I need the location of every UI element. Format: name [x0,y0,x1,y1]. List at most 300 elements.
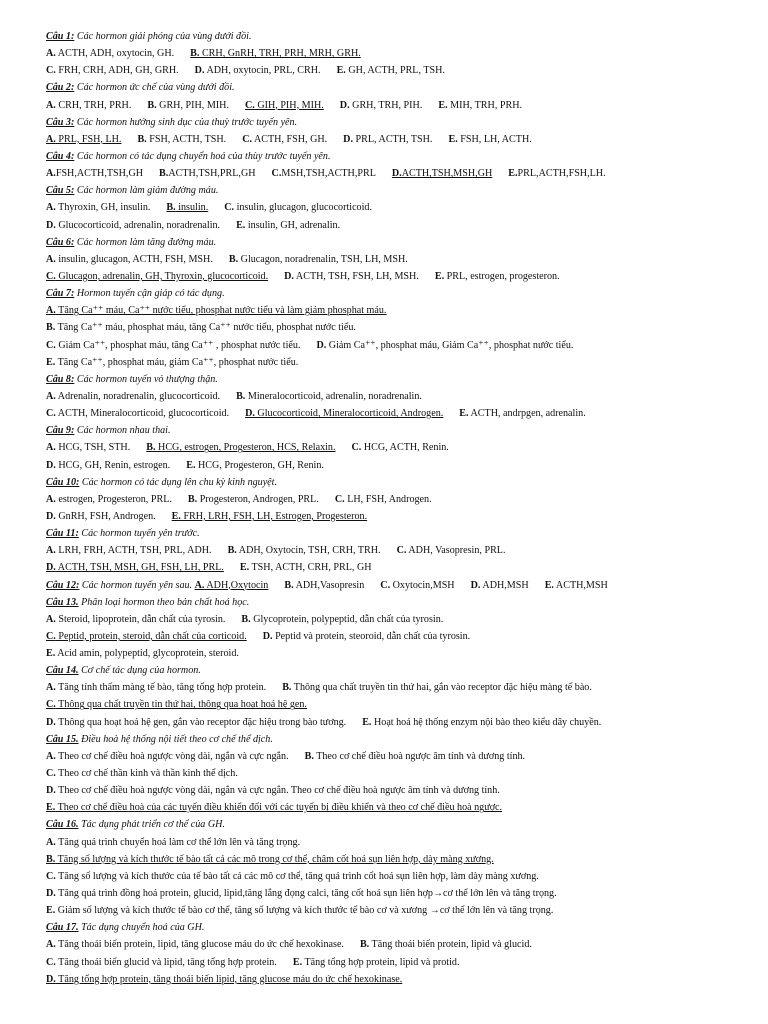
answer-option [46,337,300,354]
answer-line [46,834,744,851]
option-text: Tăng tổng hợp protein, tăng thoái biến lipid, tăng glucose máu do ức chế hexokinase. [55,973,403,985]
answer-line [46,45,744,62]
answer-option [46,45,174,62]
answer-option [435,268,560,285]
answer-option [337,62,445,79]
option-key: C. [244,99,255,111]
answer-option [186,457,324,474]
answer-option [46,217,220,234]
option-text: Tăng thoái biến protein, lipid và glucid. [369,939,532,951]
option-text: Mineralocorticoid, adrenalin, noradrenalin. [245,390,422,402]
option-key: B. [137,133,147,145]
option-key: C. [396,545,407,557]
answer-line [46,679,744,696]
question-line [46,919,744,936]
answer-line [46,457,744,474]
option-key: B. [159,168,169,180]
option-text: insulin, glucagon, ACTH, FSH, MSH. [55,253,213,265]
option-key: E. [239,562,250,574]
answer-line [46,782,744,799]
question-label: Câu 7: [46,288,75,300]
option-text: MSH,TSH,ACTH,PRL [281,168,376,180]
answer-option [293,954,460,971]
question-line [46,79,744,96]
answer-option [448,131,531,148]
answer-option [46,765,238,782]
question-line [46,182,744,199]
option-text: insulin. [175,202,209,214]
option-key: B. [236,390,246,402]
option-text: ACTH, Mineralocorticoid, glucocorticoid. [55,408,230,420]
option-key: C. [46,339,56,351]
question-text: Các hormon có tác dụng lên chu kỳ kinh nguyệt. [79,476,277,488]
option-key: E. [236,219,246,231]
option-text: estrogen, Progesteron, PRL. [55,493,172,505]
option-text: Tăng quá trình chuyển hoá làm cơ thể lớn lên và tăng trọng. [55,836,301,848]
option-text: Theo cơ chế điều hoà ngược vòng dài, ngắn và cực ngắn. [55,750,289,762]
option-text: Glucagon, adrenalin, GH, Thyroxin, glucocorticoid. [55,270,269,282]
option-text: Theo cơ chế thần kinh và thần kinh thể dịch. [55,768,238,780]
answer-option [228,542,381,559]
answer-line [46,165,744,182]
option-key: A. [46,493,56,505]
option-key: A. [46,682,56,694]
option-text: GIH, PIH, MIH. [254,99,324,111]
option-key: D. [46,973,56,985]
answer-line [46,954,744,971]
answer-option [236,217,340,234]
question-text: Các hormon tuyến vỏ thượng thận. [74,373,218,385]
option-text: ADH,MSH [480,579,529,591]
option-key: A. [46,545,56,557]
option-key: A. [46,168,56,180]
answer-option [46,388,220,405]
option-key: A. [46,613,56,625]
answer-option [224,199,372,216]
option-text: ACTH,TSH,PRL,GH [168,168,256,180]
option-text: ACTH, FSH, GH. [252,133,328,145]
option-key: C. [271,168,282,180]
option-text: ADH, Oxytocin, TSH, CRH, TRH. [236,545,381,557]
answer-option-correct [46,559,224,576]
question-line [46,525,744,542]
question-text: Các hormon tuyến yên trước. [78,528,200,540]
option-text: ADH, Vasopresin, PRL. [406,545,506,557]
answer-option [46,936,344,953]
option-key: C. [224,202,235,214]
option-key: D. [470,579,481,591]
option-text: Giảm số lượng và kích thước tế bào cơ thể, tăng số lượng và kích thước tế bào cơ và xương →cơ thể lớn lên và tăng trọng. [55,905,554,917]
answer-option [508,165,605,182]
answer-option-correct [46,971,402,988]
answer-option [46,62,179,79]
answer-option [305,748,525,765]
answer-option [284,577,364,594]
option-key: A. [46,390,56,402]
option-text: Tăng quá trình đồng hoá protein, glucid, lipid,tăng lắng đọng calci, tăng cốt hoá sụn liên hợp→cơ thể lớn lên và tăng trọng. [55,888,557,900]
option-text: TSH, ACTH, CRH, PRL, GH [249,562,372,574]
option-key: A. [46,48,56,60]
answer-line [46,491,744,508]
option-key: E. [544,579,554,591]
answer-line [46,628,744,645]
answer-line [46,971,744,988]
option-key: B. [304,750,314,762]
option-text: Tăng số lượng và kích thước của tế bào tất cả các mô cơ thể, tăng quá trình cốt hoá sụn liên hợp, làm dày màng xương. [55,870,539,882]
option-text: HCG, ACTH, Renin. [361,442,449,454]
answer-option [46,354,298,371]
option-key: D. [343,133,353,145]
answer-option [147,97,229,114]
answer-option-correct [46,131,121,148]
option-key: B. [166,202,176,214]
option-text: LH, FSH, Androgen. [344,493,432,505]
answer-option [438,97,522,114]
answer-line [46,936,744,953]
option-key: B. [359,939,370,951]
answer-option [236,388,422,405]
option-key: D. [46,785,56,797]
option-text: Progesteron, Androgen, PRL. [197,493,319,505]
question-line [46,114,744,131]
question-label: Câu 10: [46,476,80,488]
option-text: Glucocorticoid, Mineralocorticoid, Androgen. [254,408,444,420]
option-key: B. [146,442,156,454]
answer-option-correct [166,199,208,216]
option-text: Theo cơ chế điều hoà ngược vòng dài, ngắn và cực ngắn. Theo cơ chế điều hoà ngược âm tính và dương tính. [55,785,500,797]
question-label: Câu 11: [46,528,79,540]
option-key: C. [46,699,56,711]
question-text: Các hormon giải phóng của vùng dưới đồi. [74,31,252,42]
option-text: ACTH, andrpgen, adrenalin. [468,408,586,420]
option-text: Peptid và protein, steoroid, dẫn chất của tyrosin. [272,630,471,642]
question-text: Tác dụng phát triển cơ thể của GH. [78,819,225,831]
option-text: Steroid, lipoprotein, dẫn chất của tyrosin. [55,613,226,625]
option-text: Glucocorticoid, adrenalin, noradrenalin. [55,219,221,231]
option-key: D. [339,99,350,111]
option-text: FSH, LH, ACTH. [457,133,532,145]
option-key: D. [391,168,402,180]
option-text: MIH, TRH, PRH. [447,99,523,111]
option-text: CRH, GnRH, TRH, PRH, MRH, GRH. [199,48,361,60]
answer-line [46,217,744,234]
option-text: Tăng Ca⁺⁺, phosphat máu, giảm Ca⁺⁺, phosphat nước tiểu. [55,356,299,368]
option-key: D. [46,888,56,900]
answer-line [46,696,744,713]
answer-option [46,508,156,525]
question-text: Cơ chế tác dụng của hormon. [78,665,201,677]
question-text: Các hormon hướng sinh dục của thuỳ trước tuyến yên. [74,116,298,128]
option-text: Thông qua chất truyền tin thứ hai, thông qua hoạt hoá hệ gen. [55,699,307,711]
answer-option [46,885,557,902]
answer-line [46,714,744,731]
answer-option [46,782,500,799]
option-key: D. [46,716,56,728]
option-key: B. [241,613,251,625]
option-key: C. [351,442,362,454]
question-line [46,148,744,165]
question-label: Câu 9: [46,425,75,437]
answer-line [46,508,744,525]
answer-option [46,199,150,216]
option-text: PRL,ACTH,FSH,LH. [517,168,606,180]
answer-option-correct [46,628,247,645]
option-key: B. [187,493,198,505]
option-key: E. [434,270,445,282]
answer-line [46,97,744,114]
option-key: E. [438,99,448,111]
option-text: Tăng thoái biến glucid và lipid, tăng tổng hợp protein. [55,956,277,968]
option-text: Tăng Ca⁺⁺ máu, Ca⁺⁺ nước tiểu, phosphat nước tiểu và làm giảm phosphat máu. [55,305,387,317]
option-key: A. [46,253,56,265]
option-text: Peptid, protein, steroid, dẫn chất của corticoid. [55,630,247,642]
option-text: Glucagon, noradrenalin, TSH, LH, MSH. [238,253,408,265]
answer-line [46,337,744,354]
option-text: insulin, glucagon, glucocorticoid. [234,202,372,214]
question-line [46,28,744,45]
option-key: C. [46,65,56,77]
option-text: LRH, FRH, ACTH, TSH, PRL, ADH. [55,545,212,557]
option-text: GnRH, FSH, Androgen. [55,510,156,522]
answer-line [46,748,744,765]
answer-option [380,577,454,594]
answer-option [46,611,225,628]
question-label: Câu 15. [46,733,79,745]
option-text: FRH, CRH, ADH, GH, GRH. [55,65,179,77]
option-key: A. [46,939,56,951]
option-key: E. [292,956,303,968]
answer-option-correct [245,97,324,114]
answer-line [46,645,744,662]
answer-option [46,954,277,971]
option-text: ACTH, TSH, FSH, LH, MSH. [293,270,419,282]
answer-line [46,199,744,216]
answer-line [46,268,744,285]
question-text: Các hormon làm giảm đường máu. [74,185,219,197]
answer-line [46,885,744,902]
answer-option-correct [46,302,386,319]
option-text: FSH,ACTH,TSH,GH [55,168,144,180]
answer-option-correct [46,268,268,285]
answer-option [471,577,529,594]
option-key: B. [46,322,56,334]
option-key: A. [194,579,205,591]
option-key: E. [46,356,56,368]
answer-option [46,748,289,765]
answer-line [46,388,744,405]
answer-option [316,337,573,354]
option-text: ADH,Oxytocin [204,579,269,591]
answer-option [46,679,266,696]
answer-option [272,165,376,182]
option-text: Tăng thoái biến protein, lipid, tăng glucose máu do ức chế hexokinase. [55,939,344,951]
option-text: Glycoprotein, polypeptid, dẫn chất của tyrosin. [250,613,444,625]
option-key: D. [316,339,327,351]
option-text: HCG, TSH, STH. [55,442,131,454]
option-text: Tăng số lượng và kích thước tế bào tất cả các mô trong cơ thể, châm cốt hoá sụn liên hợp, dày màng xương. [55,853,494,865]
option-text: ADH, oxytocin, PRL, CRH. [204,65,321,77]
question-label: Câu 5: [46,185,75,197]
option-text: GH, ACTH, PRL, TSH. [345,65,445,77]
answer-option [46,319,356,336]
option-key: E. [448,133,458,145]
question-line [46,816,744,833]
answer-option [188,491,319,508]
option-text: FRH, LRH, FSH, LH, Estrogen, Progesteron. [180,510,368,522]
option-text: ACTH, ADH, oxytocin, GH. [55,48,175,60]
answer-option [46,834,300,851]
option-key: C. [46,768,56,780]
answer-option [195,62,321,79]
answer-option [46,165,143,182]
answer-option [352,439,449,456]
option-key: C. [380,579,391,591]
answer-option [242,131,327,148]
option-key: C. [334,493,345,505]
answer-option [360,936,532,953]
answer-option [459,405,585,422]
answer-line [46,319,744,336]
option-key: C. [46,956,56,968]
question-line [46,474,744,491]
question-label: Câu 17. [46,922,79,934]
question-line [46,577,744,594]
question-line [46,731,744,748]
answer-line [46,868,744,885]
answer-option [545,577,608,594]
option-key: A. [46,99,56,111]
option-key: B. [46,853,56,865]
option-key: A. [46,836,56,848]
option-text: ADH,Vasopresin [293,579,365,591]
question-text: Các hormon nhau thai. [74,425,171,437]
answer-option [159,165,255,182]
answer-option [263,628,470,645]
answer-option [46,439,130,456]
answer-option [284,268,419,285]
question-label: Câu 8: [46,373,75,385]
option-text: GRH, TRH, PIH. [349,99,423,111]
answer-option [46,902,553,919]
option-key: D. [46,459,56,471]
answer-option [137,131,226,148]
option-text: CRH, TRH, PRH. [55,99,132,111]
answer-option-correct [190,45,361,62]
answer-line [46,62,744,79]
answer-option-correct [392,165,492,182]
option-text: Hoạt hoá hệ thống enzym nội bào theo kiểu dây chuyền. [371,716,602,728]
answer-option [229,251,408,268]
answer-option [46,405,229,422]
option-key: C. [46,270,56,282]
option-text: ACTH,MSH [553,579,608,591]
answer-option-correct [172,508,367,525]
answer-line [46,611,744,628]
question-line [46,422,744,439]
question-label: Câu 16. [46,819,79,831]
answer-option [241,611,443,628]
option-key: B. [190,48,200,60]
option-key: C. [46,408,56,420]
question-label: Câu 14. [46,665,79,677]
answer-line [46,405,744,422]
answer-option-correct [245,405,443,422]
answer-line [46,251,744,268]
option-text: PRL, estrogen, progesteron. [444,270,560,282]
option-key: E. [186,459,196,471]
question-line [46,594,744,611]
answer-line [46,302,744,319]
answer-option [335,491,432,508]
option-text: GRH, PIH, MIH. [156,99,229,111]
question-label: Câu 12: [46,579,80,591]
option-key: B. [284,579,294,591]
option-text: FSH, ACTH, TSH. [146,133,227,145]
question-text: Điều hoà hệ thống nội tiết theo cơ chế thể dịch. [78,733,273,745]
answer-line [46,542,744,559]
option-key: B. [227,545,237,557]
answer-option [240,559,372,576]
answer-option [46,251,213,268]
option-text: PRL, ACTH, TSH. [353,133,433,145]
answer-option [46,491,172,508]
option-key: A. [46,750,56,762]
option-key: B. [147,99,157,111]
answer-option-correct [195,577,269,594]
option-key: A. [46,442,56,454]
option-key: D. [284,270,294,282]
question-label: Câu 13. [46,596,79,608]
answer-line [46,354,744,371]
answer-option [397,542,506,559]
option-text: Tăng Ca⁺⁺ máu, phosphat máu, tăng Ca⁺⁺ nước tiểu, phosphat nước tiểu. [55,322,356,334]
option-text: Giảm Ca⁺⁺, phosphat máu, tăng Ca⁺⁺ , phosphat nước tiểu. [55,339,301,351]
option-text: PRL, FSH, LH. [55,133,122,145]
option-key: D. [245,408,255,420]
question-text: Các hormon có tác dụng chuyển hoá của thùy trước tuyến yên. [74,150,331,162]
option-text: Thyroxin, GH, insulin. [55,202,151,214]
answer-line [46,851,744,868]
question-line [46,371,744,388]
question-label: Câu 2: [46,82,75,94]
answer-line [46,131,744,148]
option-text: Theo cơ chế điều hoà của các tuyến điều khiển đối với các tuyến bị điều khiển và theo cơ chế điều hoà ngược. [55,802,503,814]
option-key: E. [46,648,56,660]
option-text: Giảm Ca⁺⁺, phosphat máu, Giảm Ca⁺⁺, phosphat nước tiểu. [326,339,574,351]
option-text: Tăng tổng hợp protein, lipid và protid. [302,956,460,968]
question-text: Các hormon tuyến yên sau. [79,579,195,591]
answer-option [46,97,131,114]
option-key: D. [46,510,56,522]
question-text: Phân loại hormon theo bản chất hoá học. [78,596,250,608]
option-key: E. [46,905,56,917]
option-key: B. [228,253,239,265]
question-label: Câu 4: [46,150,75,162]
option-key: C. [46,870,56,882]
option-text: HCG, GH, Renin, estrogen. [55,459,171,471]
answer-option-correct [46,799,502,816]
answer-option [46,457,170,474]
option-text: Adrenalin, noradrenalin, glucocorticoid. [55,390,221,402]
answer-option [46,714,346,731]
question-text: Tác dụng chuyển hoá của GH. [78,922,205,934]
option-text: Acid amin, polypeptid, glycoprotein, steroid. [55,648,239,660]
answer-line [46,902,744,919]
option-key: B. [282,682,292,694]
answer-option [340,97,423,114]
option-key: D. [46,562,56,574]
answer-line [46,799,744,816]
